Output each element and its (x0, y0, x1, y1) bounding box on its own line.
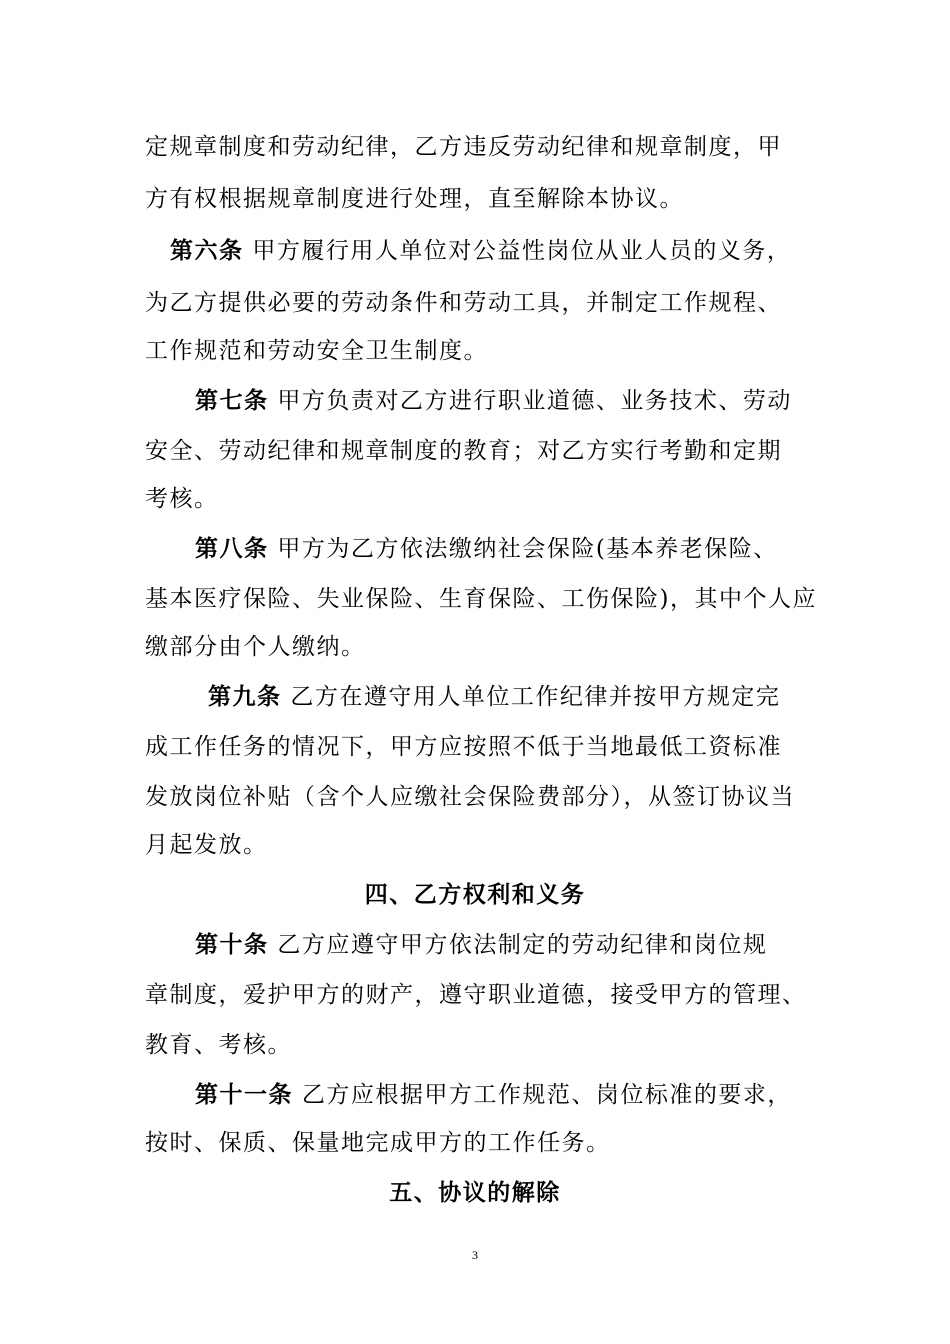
paragraph-text: 乙方在遵守用人单位工作纪律并按甲方规定完 (290, 684, 781, 710)
paragraph-line: 教育、考核。 (145, 1032, 292, 1058)
paragraph-line: 章制度，爱护甲方的财产，遵守职业道德，接受甲方的管理、 (145, 982, 807, 1008)
paragraph-line: 月起发放。 (145, 832, 268, 858)
paragraph-line: 发放岗位补贴（含个人应缴社会保险费部分），从签订协议当 (145, 784, 795, 810)
article-number: 第七条 (195, 387, 269, 414)
paragraph-line: 考核。 (145, 486, 219, 512)
paragraph-line: 基本医疗保险、失业保险、生育保险、工伤保险)，其中个人应 (145, 586, 817, 612)
article-ten (195, 930, 855, 960)
article-nine (208, 682, 868, 712)
paragraph-text: 甲方履行用人单位对公益性岗位从业人员的义务， (252, 238, 792, 264)
paragraph-line: 缴部分由个人缴纳。 (145, 634, 366, 660)
paragraph-line: 安全、劳动纪律和规章制度的教育；对乙方实行考勤和定期 (145, 438, 782, 464)
section-heading: 四、乙方权利和义务 (364, 881, 586, 908)
paragraph-text: 乙方应遵守甲方依法制定的劳动纪律和岗位规 (277, 932, 768, 958)
paragraph-text: 甲方为乙方依法缴纳社会保险(基本养老保险、 (277, 536, 778, 562)
article-eleven (195, 1080, 855, 1110)
paragraph-line: 方有权根据规章制度进行处理，直至解除本协议。 (145, 186, 684, 212)
paragraph-line: 为乙方提供必要的劳动条件和劳动工具，并制定工作规程、 (145, 290, 782, 316)
section-heading: 五、协议的解除 (389, 1179, 561, 1206)
article-number: 第九条 (208, 683, 282, 710)
article-eight (195, 534, 855, 564)
article-six (170, 236, 830, 266)
article-number: 第八条 (195, 535, 269, 562)
paragraph-line: 按时、保质、保量地完成甲方的工作任务。 (145, 1130, 611, 1156)
page-number: 3 (472, 1248, 478, 1262)
article-number: 第十条 (195, 931, 269, 958)
article-seven (195, 386, 855, 416)
paragraph-text: 甲方负责对乙方进行职业道德、业务技术、劳动 (277, 388, 792, 414)
paragraph-text: 乙方应根据甲方工作规范、岗位标准的要求， (301, 1082, 792, 1108)
article-number: 第十一条 (195, 1081, 293, 1108)
paragraph-line: 工作规范和劳动安全卫生制度。 (145, 338, 488, 364)
article-number: 第六条 (170, 237, 244, 264)
paragraph-line: 成工作任务的情况下，甲方应按照不低于当地最低工资标准 (145, 734, 782, 760)
paragraph-line: 定规章制度和劳动纪律，乙方违反劳动纪律和规章制度，甲 (145, 134, 782, 160)
